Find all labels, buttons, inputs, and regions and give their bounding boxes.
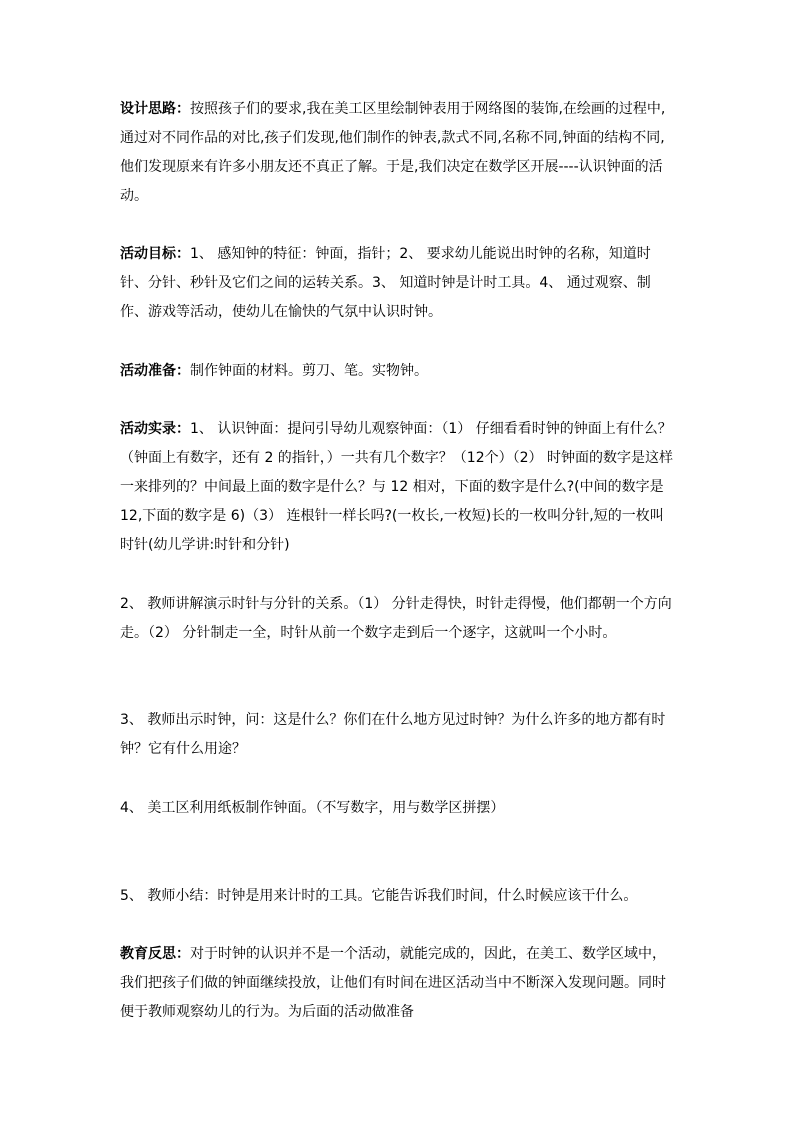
activity-record-paragraph (120, 415, 676, 560)
activity-goals-text: 1、 感知钟的特征：钟面，指针；2、 要求幼儿能说出时钟的名称，知道时针、分针、秒针及它们之间的运转关系。3、 知道时钟是计时工具。4、 通过观察、制作、游戏等活动，使幼儿在愉快的气氛中认识时钟。 (120, 246, 651, 320)
step-4-paragraph: 4、 美工区利用纸板制作钟面。（不写数字，用与数学区拼摆） (120, 800, 505, 816)
step-2-paragraph: 2、 教师讲解演示时针与分针的关系。（1） 分针走得快，时针走得慢，他们都朝一个方向走。（2） 分针制走一全，时针从前一个数字走到后一个逐字，这就叫一个小时。 (120, 596, 672, 641)
step-5-paragraph: 5、 教师小结：时钟是用来计时的工具。它能告诉我们时间，什么时候应该干什么。 (120, 888, 638, 904)
activity-record-text: 1、 认识钟面：提问引导幼儿观察钟面：（1） 仔细看看时钟的钟面上有什么？（钟面上有数字，还有 2 的指针，）一共有几个数字？（12个）（2） 时钟面的数字是这样一来排列的？中间最上面的数字是什么？与 12 相对，下面的数字是什么?(中间的数字是 12,下面的数字是 6)（3） 连根针一样长吗?(一枚长,一枚短)长的一枚叫分针,短的一枚叫时针(幼儿学讲:时针和分针) (120, 421, 673, 553)
activity-prep-label: 活动准备： (120, 363, 190, 379)
design-idea-text: 按照孩子们的要求,我在美工区里绘制钟表用于网络图的装饰,在绘画的过程中,通过对不同作品的对比,孩子们发现,他们制作的钟表,款式不同,名称不同,钟面的结构不同,他们发现原来有许多小朋友还不真正了解。于是,我们决定在数学区开展----认识钟面的活动。 (120, 101, 666, 204)
design-idea-paragraph (120, 95, 676, 211)
reflection-text: 对于时钟的认识并不是一个活动，就能完成的，因此，在美工、数学区域中，我们把孩子们做的钟面继续投放，让他们有时间在进区活动当中不断深入发现问题。同时便于教师观察幼儿的行为。为后面的活动做准备 (120, 946, 666, 1020)
activity-record-label: 活动实录： (120, 421, 190, 437)
step-3-paragraph: 3、 教师出示时钟，问：这是什么？你们在什么地方见过时钟？为什么许多的地方都有时钟？它有什么用途？ (120, 712, 666, 757)
design-idea-label: 设计思路： (120, 101, 190, 117)
activity-prep-paragraph (120, 357, 676, 386)
activity-prep-text: 制作钟面的材料。剪刀、笔。实物钟。 (190, 363, 428, 379)
reflection-paragraph (120, 940, 676, 1027)
activity-goals-label: 活动目标： (120, 246, 190, 262)
activity-goals-paragraph (120, 240, 676, 327)
reflection-label: 教育反思： (120, 946, 190, 962)
